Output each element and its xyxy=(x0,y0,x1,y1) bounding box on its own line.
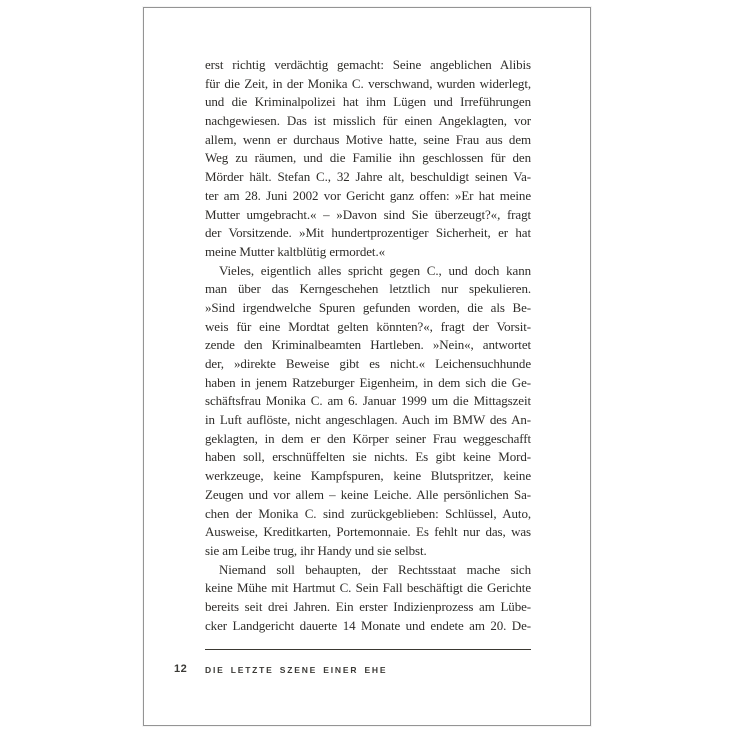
text-line: »Sind irgendwelche Spuren gefunden worden, die als Be- xyxy=(205,299,531,315)
text-line: für die Zeit, in der Monika C. verschwand, wurden widerlegt, xyxy=(205,75,531,91)
text-line: und die Kriminalpolizei hat ihm Lügen und Irreführungen xyxy=(205,94,531,110)
text-line: haben soll, erschnüffelten sie nichts. Es gibt keine Mord- xyxy=(205,449,531,465)
text-line: werkzeuge, keine Kampfspuren, keine Blutspritzer, keine xyxy=(205,468,531,484)
text-line: Niemand soll behaupten, der Rechtsstaat mache sich xyxy=(219,561,531,577)
footer-rule xyxy=(205,649,531,650)
body-text xyxy=(205,56,531,635)
text-line: zende den Kriminalbeamten Hartleben. »Nein«, antwortet xyxy=(205,337,531,353)
text-line: schäftsfrau Monika C. am 6. Januar 1999 um die Mittagszeit xyxy=(205,393,531,409)
text-line: in Luft auflöste, nicht angeschlagen. Auch im BMW des An- xyxy=(205,412,531,428)
page-footer xyxy=(144,663,590,677)
running-title: DIE LETZTE SZENE EINER EHE xyxy=(205,665,388,675)
text-line: chen der Monika C. sind zurückgeblieben: Schlüssel, Auto, xyxy=(205,505,531,521)
page xyxy=(143,7,591,726)
text-line: ter am 28. Juni 2002 vor Gericht ganz offen: »Er hat meine xyxy=(205,187,531,203)
text-line: Zeugen und vor allem – keine Leiche. Alle persönlichen Sa- xyxy=(205,486,531,502)
text-line: Weg zu räumen, und die Familie ihn geschlossen für den xyxy=(205,150,531,166)
text-line: erst richtig verdächtig gemacht: Seine angeblichen Alibis xyxy=(205,57,531,72)
text-line: geklagten, in dem er den Körper seiner Frau weggeschafft xyxy=(205,430,531,446)
text-line: Ausweise, Kreditkarten, Portemonnaie. Es fehlt nur das, was xyxy=(205,524,531,540)
text-line: man über das Kerngeschehen letztlich nur spekulieren. xyxy=(205,281,531,297)
text-line: keine Mühe mit Hartmut C. Sein Fall beschäftigt die Gerichte xyxy=(205,580,531,596)
text-line: weis für eine Mordtat gelten könnten?«, fragt der Vorsit- xyxy=(205,318,531,334)
text-line: sie am Leibe trug, ihr Handy und sie selbst. xyxy=(205,542,427,558)
text-line: der Vorsitzende. »Mit hundertprozentiger Sicherheit, er hat xyxy=(205,225,531,241)
text-line: nachgewiesen. Das ist misslich für einen Angeklagten, vor xyxy=(205,113,531,129)
text-line: Mörder hält. Stefan C., 32 Jahre alt, beschuldigt seinen Va- xyxy=(205,169,531,185)
text-line: Mutter umgebracht.« – »Davon sind Sie überzeugt?«, fragt xyxy=(205,206,531,222)
text-line: cker Landgericht dauerte 14 Monate und endete am 20. De- xyxy=(205,617,531,633)
text-line: meine Mutter kaltblütig ermordet.« xyxy=(205,243,385,259)
text-line: haben in jenem Ratzeburger Eigenheim, in dem sich die Ge- xyxy=(205,374,531,390)
text-line: der, »direkte Beweise gibt es nicht.« Leichensuchhunde xyxy=(205,356,531,371)
text-line: allem, wenn er durchaus Motive hatte, seine Frau aus dem xyxy=(205,131,531,147)
text-line: Vieles, eigentlich alles spricht gegen C., und doch kann xyxy=(219,262,531,278)
page-number: 12 xyxy=(174,663,188,675)
text-line: bereits seit drei Jahren. Ein erster Indizienprozess am Lübe- xyxy=(205,598,531,614)
